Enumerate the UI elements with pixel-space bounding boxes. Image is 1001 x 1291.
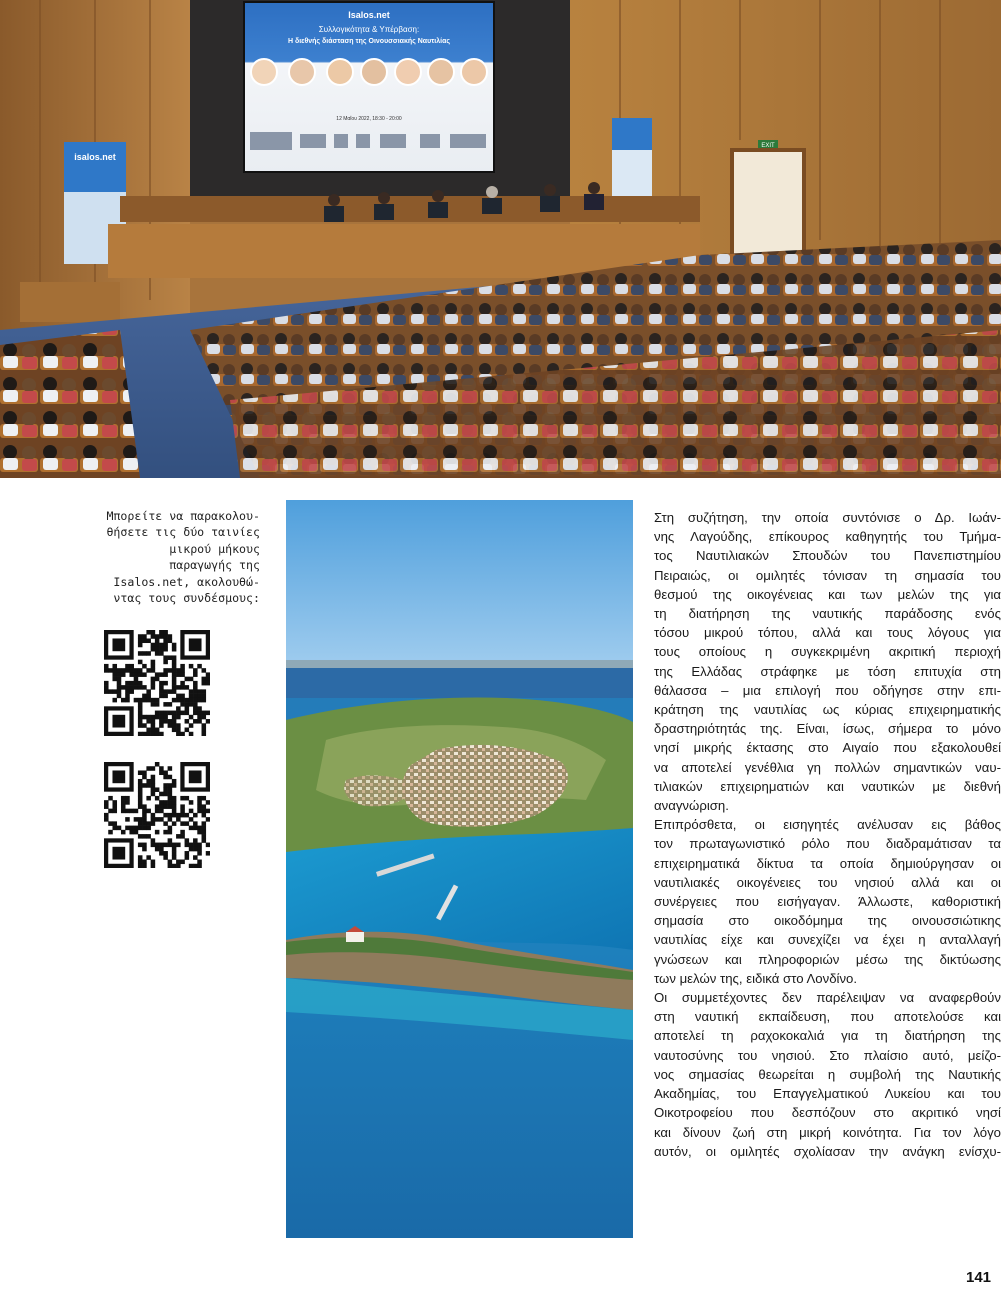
conference-hall-illustration xyxy=(0,0,1001,478)
body-line: θάλασσα – μια επιλογή που οδήγησε στην επι- xyxy=(654,682,1001,698)
island-aerial-photo xyxy=(286,500,633,1238)
island-aerial-illustration xyxy=(286,500,633,1238)
sidebar-line: ντας τους συνδέσμους: xyxy=(113,591,260,606)
body-line: τιλιακών επιχειρηματιών και ναυτικών με διεθνή xyxy=(654,778,1001,794)
body-line: της Ελλάδας στράφηκε με τόση επιτυχία στη xyxy=(654,663,1001,679)
qr-code-graphic xyxy=(104,630,210,736)
body-line: τόσου μικρού τόπου, αλλά και τους λόγους για xyxy=(654,625,1001,641)
exit-door xyxy=(732,140,804,260)
body-line: των μελών της, ειδικά στο Λονδίνο. xyxy=(654,970,858,986)
page-number: 141 xyxy=(966,1269,992,1286)
sidebar-line: Μπορείτε να παρακολου- xyxy=(106,509,260,523)
article-body xyxy=(654,508,1001,1161)
body-line: Επιπρόσθετα, οι εισηγητές ανέλυσαν εις βάθος xyxy=(654,817,1001,833)
qr-code-graphic xyxy=(104,762,210,868)
roll-up-banner-right xyxy=(612,118,652,196)
screen-date: 12 Μαΐου 2022, 18:30 - 20:00 xyxy=(336,116,402,122)
body-line: να αποτελεί γενέθλια γη πολλών σημαντικών ναυ- xyxy=(654,759,1001,775)
sidebar-line: μικρού μήκους xyxy=(169,541,260,556)
sidebar-line: θήσετε τις δύο ταινίες xyxy=(106,525,260,540)
body-line: Οικοτροφείου που δεσπόζουν στο ακριτικό νησί xyxy=(654,1105,1001,1121)
body-line: και δίνουν ζωή στη μικρή κοινότητα. Για τον λόγο xyxy=(654,1124,1001,1140)
body-line: νος σημασίας θεωρείται η συμβολή της Ναυτικής xyxy=(654,1066,1001,1082)
body-line: Ακαδημίας, του Επαγγελματικού Λυκείου και του xyxy=(654,1086,1001,1102)
body-line: Οι συμμετέχοντες δεν παρέλειψαν να αναφερθούν xyxy=(654,990,1001,1006)
body-line: νησί μικρής έκτασης στο Αιγαίο που εξακολουθεί xyxy=(654,740,1001,756)
sidebar-line: παραγωγής της xyxy=(169,558,260,573)
body-line: αποτελεί τη ραχοκοκαλιά για τη διατήρηση της xyxy=(654,1028,1001,1044)
body-line: στη ναυτική εκπαίδευση, που αποτελούσε και xyxy=(654,1009,1001,1025)
body-line: ναυτιλιακές οικογένειες του νησιού αλλά και οι xyxy=(654,874,1001,890)
screen-subtitle: Η διεθνής διάσταση της Οινουσσιακής Ναυτιλίας xyxy=(287,38,451,45)
screen-title: Συλλογικότητα & Υπέρβαση: xyxy=(318,25,420,34)
body-line: τους οποίους η συγκεκριμένη ακριτική περιοχή xyxy=(654,644,1001,660)
qr-code-2[interactable] xyxy=(104,762,210,868)
body-line: τον πρωταγωνιστικό ρόλο που διαδραμάτισαν τα xyxy=(654,836,1001,852)
body-line: Στη συζήτηση, την οποία συντόνισε ο Δρ. Ιωάν- xyxy=(654,510,1001,525)
body-line: αναγνώριση. xyxy=(654,798,729,814)
body-line: νης Λαγούδης, επίκουρος καθηγητής του Τμήμα- xyxy=(654,529,1001,545)
body-line: αυτόν, οι ομιλητές σχολίασαν την ανάγκη ενίσχυ- xyxy=(654,1143,1001,1159)
body-line: κράτηση της ναυτιλίας ως κύριας επιχειρηματικής xyxy=(654,702,1001,718)
body-line: τος Ναυτιλιακών Σπουδών του Πανεπιστημίου xyxy=(654,548,1001,564)
paragraph xyxy=(654,508,1001,1161)
body-line: γνώσεων και πληροφοριών μέσω της δικτύωσης xyxy=(654,951,1001,967)
exit-sign: EXIT xyxy=(761,143,775,149)
conference-hall-photo xyxy=(0,0,1001,478)
body-line: σημασία στο οικοδόμημα της οινουσσιώτικης xyxy=(654,913,1001,929)
sidebar-caption xyxy=(100,508,260,606)
body-line: Πειραιώς, οι ομιλητές τόνισαν τη σημασία του xyxy=(654,567,1001,583)
screen-logo: Isalos.net xyxy=(348,10,390,20)
body-line: δραστηριότητάς της. Είναι, ίσως, σήμερα το μόνο xyxy=(654,721,1001,737)
sidebar-line: Isalos.net, ακολουθώ- xyxy=(113,574,260,589)
qr-code-1[interactable] xyxy=(104,630,210,736)
body-line: θεσμού της οικογένειας και των μελών της για xyxy=(654,586,1001,602)
body-line: συνέργειες που εισήγαγαν. Άλλωστε, καθοριστική xyxy=(654,894,1001,910)
body-line: ναυτοσύνης του νησιού. Στο πλαίσιο αυτό, μείζο- xyxy=(654,1047,1001,1063)
body-line: ναυτιλίας είχε και συνεχίζει να έχει η ανταλλαγή xyxy=(654,932,1001,948)
body-line: τη διατήρηση της ναυτικής παράδοσης ενός xyxy=(654,606,1001,622)
banner-logo: isalos.net xyxy=(74,152,116,162)
body-line: επιχειρηματικά δίκτυα τα οποία δημιούργησαν οι xyxy=(654,855,1001,871)
screen-sponsor-logos xyxy=(250,132,486,150)
